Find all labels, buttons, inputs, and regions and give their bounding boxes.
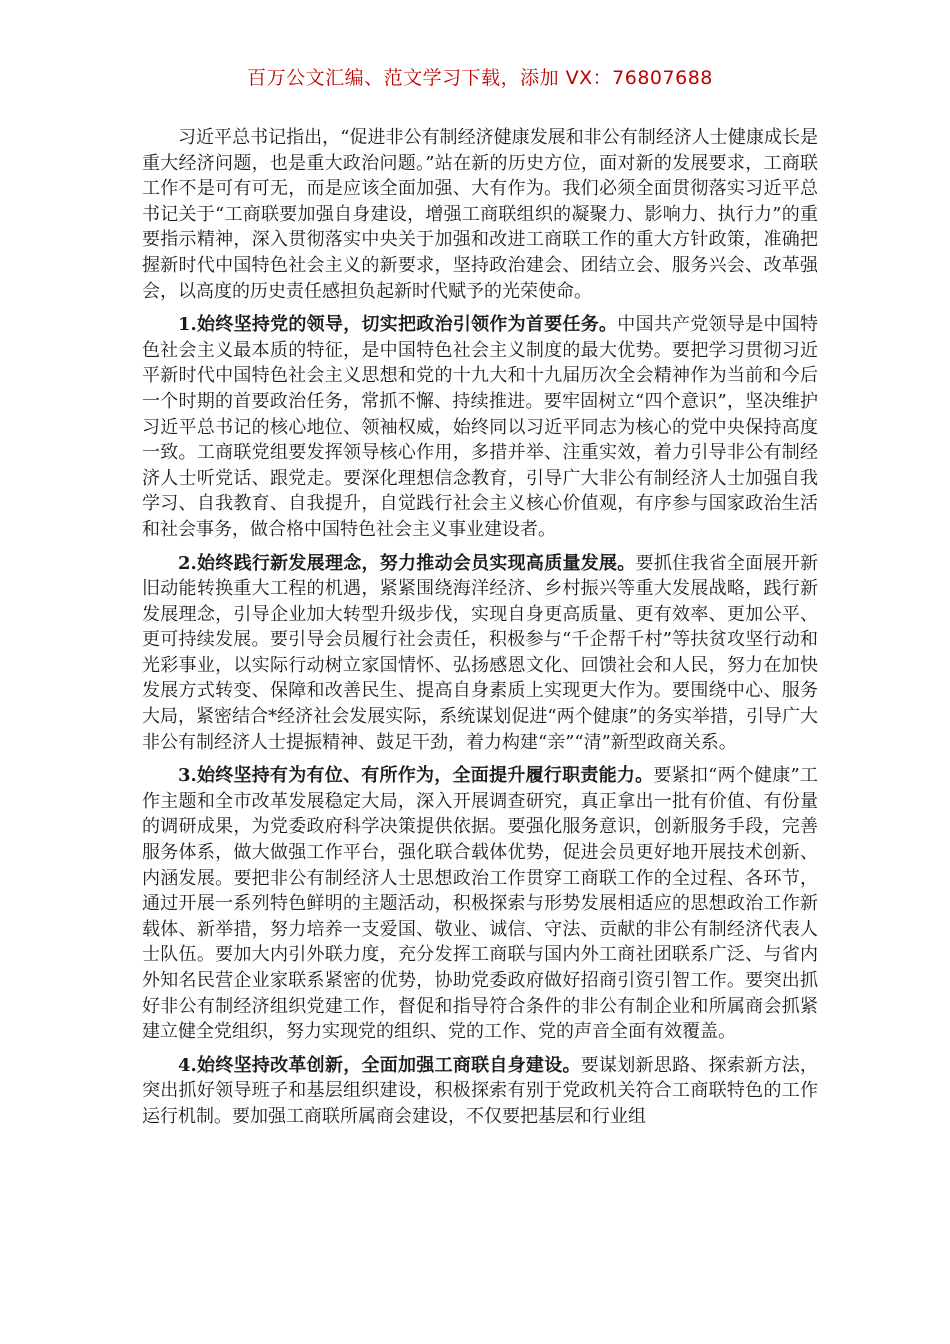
section-heading: 4.始终坚持改革创新，全面加强工商联自身建设。: [178, 1054, 581, 1076]
paragraph-section-2: [142, 551, 818, 756]
paragraph-body: 要紧扣“两个健康”工作主题和全市改革发展稳定大局，深入开展调查研究，真正拿出一批有价值、有份量的调研成果，为党委政府科学决策提供依据。要强化服务意识，创新服务手段，完善服务体系，做大做强工作平台，强化联合载体优势，促进会员更好地开展技术创新、内涵发展。要把非公有制经济人士思想政治工作贯穿工商联工作的全过程、各环节，通过开展一系列特色鲜明的主题活动，积极探索与形势发展相适应的思想政治工作新载体、新举措，努力培养一支爱国、敬业、诚信、守法、贡献的非公有制经济代表人士队伍。要加大内引外联力度，充分发挥工商联与国内外工商社团联系广泛、与省内外知名民营企业家联系紧密的优势，协助党委政府做好招商引资引智工作。要突出抓好非公有制经济组织党建工作，督促和指导符合条件的非公有制企业和所属商会抓紧建立健全党组织，努力实现党的组织、党的工作、党的声音全面有效覆盖。: [142, 765, 818, 1043]
paragraph-body: 中国共产党领导是中国特色社会主义最本质的特征，是中国特色社会主义制度的最大优势。要把学习贯彻习近平新时代中国特色社会主义思想和党的十九大和十九届历次全会精神作为当前和今后一个时期的首要政治任务，常抓不懈、持续推进。要牢固树立“四个意识”，坚决维护习近平总书记的核心地位、领袖权威，始终同以习近平同志为核心的党中央保持高度一致。工商联党组要发挥领导核心作用，多措并举、注重实效，着力引导非公有制经济人士听党话、跟党走。要深化理想信念教育，引导广大非公有制经济人士加强自我学习、自我教育、自我提升，自觉践行社会主义核心价值观，有序参与国家政治生活和社会事务，做合格中国特色社会主义事业建设者。: [142, 314, 819, 540]
header-banner: 百万公文汇编、范文学习下载，添加 VX：76807688: [247, 67, 713, 89]
paragraph-section-4: [142, 1053, 818, 1130]
paragraph-section-1: [142, 312, 818, 542]
paragraph-section-3: [142, 763, 818, 1045]
paragraph-body: 习近平总书记指出，“促进非公有制经济健康发展和非公有制经济人士健康成长是重大经济问题，也是重大政治问题。”站在新的历史方位，面对新的发展要求，工商联工作不是可有可无，而是应该全面加强、大有作为。我们必须全面贯彻落实习近平总书记关于“工商联要加强自身建设，增强工商联组织的凝聚力、影响力、执行力”的重要指示精神，深入贯彻落实中央关于加强和改进工商联工作的重大方针政策，准确把握新时代中国特色社会主义的新要求，坚持政治建会、团结立会、服务兴会、改革强会，以高度的历史责任感担负起新时代赋予的光荣使命。: [142, 127, 818, 302]
paragraph-body: 要抓住我省全面展开新旧动能转换重大工程的机遇，紧紧围绕海洋经济、乡村振兴等重大发展战略，践行新发展理念，引导企业加大转型升级步伐，实现自身更高质量、更有效率、更加公平、更可持续发展。要引导会员履行社会责任，积极参与“千企帮千村”等扶贫攻坚行动和光彩事业，以实际行动树立家国情怀、弘扬感恩文化、回馈社会和人民，努力在加快发展方式转变、保障和改善民生、提高自身素质上实现更大作为。要围绕中心、服务大局，紧密结合*经济社会发展实际，系统谋划促进“两个健康”的务实举措，引导广大非公有制经济人士提振精神、鼓足干劲，着力构建“亲”“清”新型政商关系。: [142, 552, 818, 753]
section-heading: 1.始终坚持党的领导，切实把政治引领作为首要任务。: [178, 314, 618, 336]
section-heading: 3.始终坚持有为有位、有所作为，全面提升履行职责能力。: [178, 765, 654, 787]
paragraph-intro: [142, 125, 818, 304]
paragraph-body: 要谋划新思路、探索新方法，突出抓好领导班子和基层组织建设，积极探索有别于党政机关符合工商联特色的工作运行机制。要加强工商联所属商会建设，不仅要把基层和行业组: [142, 1054, 818, 1127]
section-heading: 2.始终践行新发展理念，努力推动会员实现高质量发展。: [178, 552, 636, 574]
